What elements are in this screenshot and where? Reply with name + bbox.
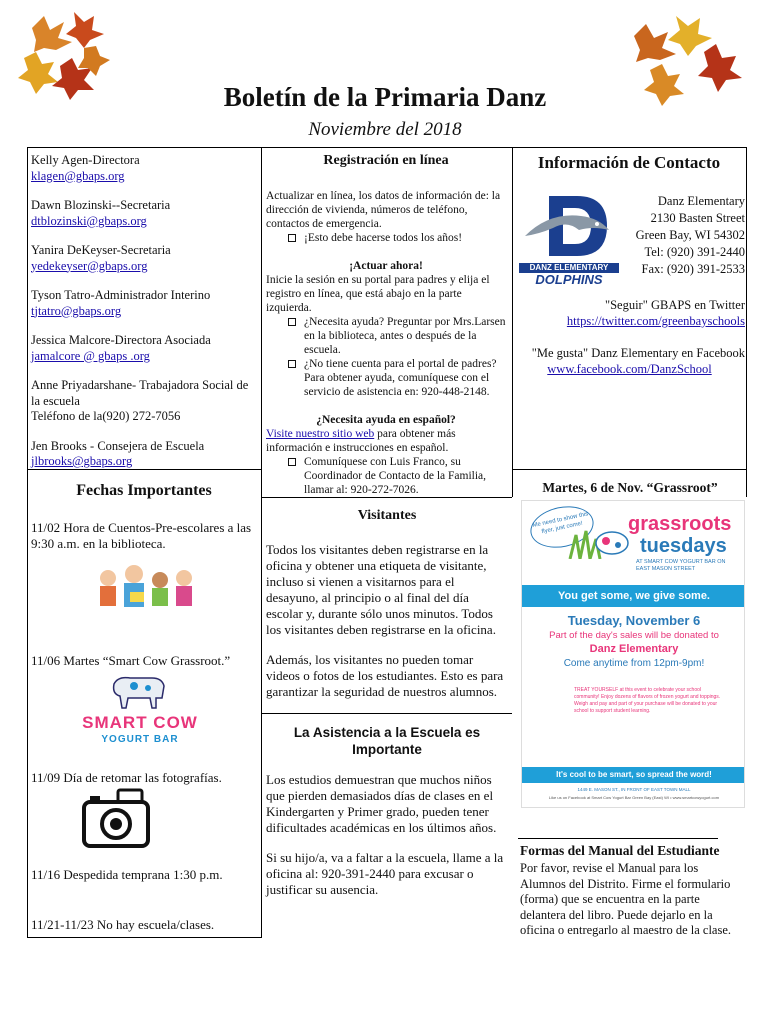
contact-section (514, 153, 744, 173)
facebook-label: "Me gusta" Danz Elementary en Facebook (531, 346, 745, 360)
registration-divider (262, 497, 512, 498)
handbook-divider (518, 838, 718, 839)
flyer-footer: 1449 E. MASON ST., IN FRONT OF EAST TOWN MALL (577, 787, 691, 792)
logo-text: DANZ ELEMENTARY (519, 263, 619, 273)
act-now-heading: ¡Actuar ahora! (349, 260, 423, 272)
grassroot-flyer (521, 500, 745, 808)
staff-entry: Jen Brooks - Consejera de Escuela jlbrooks@gbaps.org (31, 438, 205, 468)
school-fax: Fax: (920) 391-2533 (641, 262, 745, 276)
attendance-top-divider (262, 713, 512, 714)
flyer-cool-banner: It's cool to be smart, so spread the word! (522, 767, 745, 783)
left-right-divider (261, 147, 262, 937)
dates-heading: Fechas Importantes (76, 482, 212, 499)
checkbox-icon (288, 318, 296, 326)
checklist-item: ¡Esto debe hacerse todos los años! (266, 231, 506, 245)
dolphin-logo-icon (519, 190, 619, 260)
yogurt-bar-logo-text: YOGURT BAR (101, 734, 179, 745)
attendance-paragraph: Si su hijo/a, va a faltar a la escuela, llame a la oficina al: 920-391-2440 para excusar o justificar su ausencia. (266, 850, 504, 897)
flyer-location: AT SMART COW YOGURT BAR ON EAST MASON STREET (636, 559, 726, 572)
date-item: 11/02 Hora de Cuentos-Pre-escolares a las 9:30 a.m. en la biblioteca. (31, 520, 252, 551)
visitors-heading: Visitantes (357, 508, 417, 523)
visitors-section (266, 508, 508, 700)
attendance-heading: La Asistencia a la Escuela es Importante (293, 725, 481, 757)
smart-cow-logo-text: SMART COW (82, 713, 198, 732)
registration-heading: Registración en línea (323, 153, 449, 168)
contact-address (620, 193, 745, 278)
flyer-date: Tuesday, November 6 (567, 613, 701, 628)
right-column-border (746, 147, 747, 497)
date-item: 11/06 Martes “Smart Cow Grassroot.” (31, 653, 231, 668)
date-item: 11/09 Día de retomar las fotografías. (31, 770, 222, 785)
flyer-brand: grassroots (628, 513, 732, 535)
attendance-paragraph: Los estudios demuestran que muchos niños que pierden demasiados días de clases en el Kindergarten y Primer grado, pueden tener dificultades académicas en los últimos años. (266, 772, 497, 835)
dates-section (31, 482, 257, 552)
spanish-help-heading: ¿Necesita ayuda en español? (316, 414, 456, 426)
staff-email-link[interactable]: tjtatro@gbaps.org (31, 303, 122, 318)
visitors-paragraph: Además, los visitantes no pueden tomar videos o fotos de los estudiantes. Esto es para garantizar la seguridad de nuestros alumnos. (266, 652, 504, 699)
facebook-link[interactable]: www.facebook.com/DanzSchool (547, 362, 712, 376)
twitter-label: "Seguir" GBAPS en Twitter (604, 298, 745, 312)
school-phone: Tel: (920) 391-2440 (644, 245, 745, 259)
checklist-item: Comuníquese con Luis Franco, su Coordinador de Contacto de la Familia, llamar al: 920-272-7026. (266, 455, 506, 497)
website-link[interactable]: Visite nuestro sitio web (266, 428, 375, 440)
registration-section (266, 153, 506, 497)
contact-divider (512, 469, 746, 470)
social-links (514, 297, 745, 377)
flyer-donate: Part of the day's sales will be donated to (549, 630, 719, 641)
staff-list (31, 153, 257, 470)
staff-entry: Dawn Blozinski--Secretaria dtblozinski@gbaps.org (31, 198, 171, 228)
staff-entry: Kelly Agen-Directora klagen@gbaps.org (31, 153, 140, 183)
checklist-item: ¿Necesita ayuda? Preguntar por Mrs.Larsen en la biblioteca, antes o después de la escuela. (266, 315, 506, 357)
school-logo (519, 190, 619, 287)
checkbox-icon (288, 458, 296, 466)
checkbox-icon (288, 234, 296, 242)
handbook-text: Por favor, revise el Manual para los Alumnos del Distrito. Firme el formulario (forma) que se encuentra en la parte delantera del libro. Puede dejarlo en la oficina o entregarlo al maestro de la clase. (520, 861, 732, 937)
staff-email-link[interactable]: yedekeyser@gbaps.org (31, 258, 148, 273)
storytime-clipart (90, 562, 200, 614)
flyer-brand: tuesdays (640, 535, 727, 557)
flyer-time: Come anytime from 12pm-9pm! (563, 658, 705, 669)
handbook-heading: Formas del Manual del Estudiante (520, 843, 720, 858)
act-now-text: Inicie la sesión en su portal para padres y elija el registro en línea, que está abajo en la parte izquierda. (266, 274, 490, 314)
camera-icon (80, 786, 152, 850)
flyer-banner: You get some, we give some. (522, 585, 745, 607)
logo-subtext: DOLPHINS (535, 272, 603, 287)
checklist-item: ¿No tiene cuenta para el portal de padres? Para obtener ayuda, comuníquese con el servicio de asistencia en: 920-448-2148. (266, 357, 506, 399)
flyer-footer: Like us on Facebook at Smart Cow Yogurt Bar Green Bay (East) WI • www.smartcowyogurt.com (548, 795, 720, 800)
attendance-section (266, 724, 508, 898)
school-city: Green Bay, WI 54302 (635, 228, 745, 242)
grassroot-heading: Martes, 6 de Nov. “Grassroot” (542, 480, 718, 495)
left-column-border (27, 147, 28, 937)
flyer-school: Danz Elementary (589, 643, 679, 655)
school-name: Danz Elementary (657, 194, 745, 208)
contact-heading: Información de Contacto (537, 153, 721, 172)
staff-email-link[interactable]: jlbrooks@gbaps.org (31, 454, 133, 468)
cow-logo-icon (108, 672, 168, 710)
bottom-left-border (27, 937, 262, 938)
staff-email-link[interactable]: klagen@gbaps.org (31, 168, 125, 183)
school-street: 2130 Basten Street (650, 211, 745, 225)
staff-email-link[interactable]: jamalcore @ gbaps .org (31, 348, 150, 363)
staff-entry: Anne Priyadarshane- Trabajadora Social de la escuela Teléfono de la(920) 272-7056 (31, 378, 249, 423)
staff-entry: Tyson Tatro-Administrador Interino tjtatro@gbaps.org (31, 288, 211, 318)
staff-entry: Jessica Malcore-Directora Asociada jamalcore @ gbaps .org (31, 333, 211, 363)
date-item: 11/21-11/23 No hay escuela/clases. (31, 917, 215, 932)
visitors-paragraph: Todos los visitantes deben registrarse en la oficina y obtener una etiqueta de visitante, incluso si vienen a visitarnos para el desayuno, al principio o al final del día escolar y, durante sólo unos minutos. Todos los visitantes deben registrarse en la oficina. (266, 542, 496, 637)
staff-entry: Yanira DeKeyser-Secretaria yedekeyser@gbaps.org (31, 243, 171, 273)
newsletter-title: Boletín de la Primaria Danz (223, 82, 547, 112)
cow-mascot-icon (592, 523, 632, 557)
date-item: 11/16 Despedida temprana 1:30 p.m. (31, 867, 223, 882)
twitter-link[interactable]: https://twitter.com/greenbayschools (566, 314, 745, 328)
header-divider (27, 147, 746, 148)
registration-intro: Actualizar en línea, los datos de información de: la dirección de vivienda, números de teléfono, contactos de emergencia. (266, 190, 501, 230)
checkbox-icon (288, 360, 296, 368)
newsletter-subtitle: Noviembre del 2018 (308, 119, 462, 140)
handbook-section (520, 843, 746, 939)
flyer-treat: TREAT YOURSELF at this event to celebrate your school community! Enjoy dozens of flavors of frozen yogurt and toppings. Weigh and pay and part of your purchase will be donated to your school to support student learning. (574, 687, 721, 714)
middle-divider (512, 147, 513, 497)
staff-email-link[interactable]: dtblozinski@gbaps.org (31, 213, 147, 228)
spanish-help-text: Visite nuestro sitio web para obtener más información e instrucciones en español. (266, 428, 456, 454)
flyer-bubble: Me need to show this flyer, just come! (527, 501, 598, 553)
